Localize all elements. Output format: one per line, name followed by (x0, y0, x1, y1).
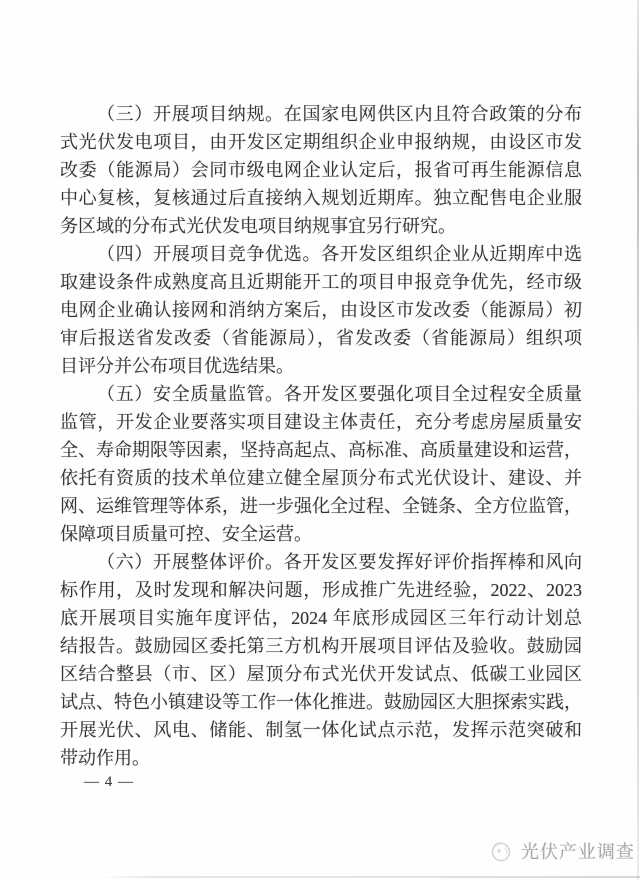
text-line: （六）开展整体评价。各开发区要发挥好评价指挥棒和风向 (97, 552, 582, 572)
text-line: 网、运维管理等体系，进一步强化全过程、全链条、全方位监管， (60, 496, 582, 516)
paragraph (60, 548, 582, 772)
text-line: 全、寿命期限等因素，坚持高起点、高标准、高质量建设和运营， (60, 440, 582, 460)
text-line: 标作用，及时发现和解决问题，形成推广先进经验，2022、2023 (60, 580, 582, 600)
text-line: 监管，开发企业要落实项目建设主体责任，充分考虑房屋质量安 (60, 412, 582, 432)
text-line: 电网企业确认接网和消纳方案后，由设区市发改委（能源局）初 (60, 300, 582, 320)
page-number: — 4 — (84, 774, 134, 790)
text-line: 开展光伏、风电、储能、制氢一体化试点示范，发挥示范突破和 (60, 720, 582, 740)
text-line: （五）安全质量监管。各开发区要强化项目全过程安全质量 (97, 384, 582, 404)
text-line: 审后报送省发改委（省能源局），省发改委（省能源局）组织项 (60, 328, 582, 348)
text-line: 改委（能源局）会同市级电网企业认定后，报省可再生能源信息 (60, 160, 582, 180)
text-line: 保障项目质量可控、安全运营。 (60, 524, 312, 544)
text-line: 中心复核，复核通过后直接纳入规划近期库。独立配售电企业服 (60, 188, 582, 208)
watermark (488, 838, 635, 864)
paragraph (60, 240, 582, 380)
watermark-label: 光伏产业调查 (521, 842, 635, 862)
paragraph (60, 100, 582, 240)
sun-logo-icon (488, 838, 514, 864)
paragraph (60, 380, 582, 548)
text-line: 结报告。鼓励园区委托第三方机构开展项目评估及验收。鼓励园 (60, 636, 582, 656)
text-line: 目评分并公布项目优选结果。 (60, 356, 294, 376)
text-line: 带动作用。 (60, 748, 150, 768)
text-line: （四）开展项目竞争优选。各开发区组织企业从近期库中选 (97, 244, 582, 264)
text-line: 区结合整县（市、区）屋顶分布式光伏开发试点、低碳工业园区 (60, 664, 582, 684)
scan-edge-right (637, 0, 639, 880)
text-line: 试点、特色小镇建设等工作一体化推进。鼓励园区大胆探索实践， (60, 692, 582, 712)
document-body (60, 100, 582, 772)
text-line: 依托有资质的技术单位建立健全屋顶分布式光伏设计、建设、并 (60, 468, 582, 488)
text-line: 底开展项目实施年度评估，2024 年底形成园区三年行动计划总 (60, 608, 582, 628)
text-line: 取建设条件成熟度高且近期能开工的项目申报竞争优先，经市级 (60, 272, 582, 292)
text-line: 务区域的分布式光伏发电项目纳规事宜另行研究。 (60, 216, 456, 236)
text-line: （三）开展项目纳规。在国家电网供区内且符合政策的分布 (97, 104, 582, 124)
scan-edge-bottom (100, 876, 640, 878)
text-line: 式光伏发电项目，由开发区定期组织企业申报纳规，由设区市发 (60, 132, 582, 152)
